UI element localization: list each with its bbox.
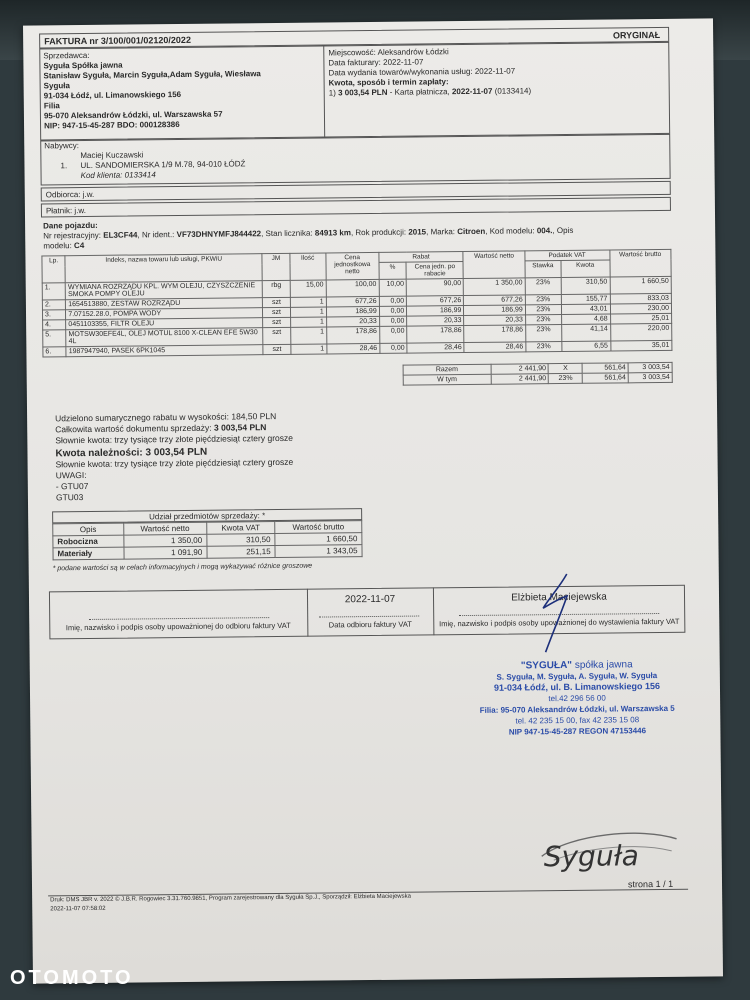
col-discount: Rabat (379, 252, 464, 263)
cell-name: WYMIANA ROZRZĄDU KPL. WYM OLEJU, CZYSZCZENIE SMOKA POMPY OLEJU (65, 281, 262, 300)
cell-unit-price: 677,26 (326, 296, 379, 307)
cell-disc-price: 677,26 (407, 296, 464, 307)
vehicle-label: Dane pojazdu: (43, 220, 98, 231)
cell-vat: 4,68 (561, 314, 610, 325)
buyer-name: Maciej Kuczawski (80, 150, 144, 161)
share-table (52, 520, 362, 560)
share-materials-label: Materiały (53, 547, 124, 560)
cell-disc-pct: 10,00 (379, 279, 407, 296)
reg-number: EL3CF44 (103, 230, 138, 240)
col-unit-price: Cena jednostkowa netto (326, 252, 379, 280)
cell-rate: 23% (525, 305, 561, 315)
branch-address: 95-070 Aleksandrów Łódzki, ul. Warszawska 57 (43, 109, 223, 121)
cell-net: 178,86 (464, 325, 526, 343)
original-label: ORYGINAŁ (612, 29, 661, 41)
cell-rate: 23% (525, 295, 561, 305)
share-labor-vat: 310,50 (207, 534, 276, 547)
cell-rate: 23% (525, 315, 561, 325)
stamp-branch-phone: tel. 42 235 15 00, fax 42 235 15 08 (515, 715, 640, 726)
meta-section (328, 46, 531, 98)
amount-due-in-words: Słownie kwota: trzy tysiące trzy złote pięćdziesiąt cztery grosze (55, 456, 294, 470)
share-col-net: Wartość netto (123, 522, 206, 535)
seller-section (43, 49, 261, 131)
cell-disc-price: 186,99 (407, 306, 464, 317)
total-net: 2 441,90 (491, 364, 549, 375)
make-label: , Marka: (426, 227, 456, 237)
cell-rate: 23% (525, 325, 561, 342)
stamp-partners: S. Syguła, M. Syguła, A. Syguła, W. Syguła (496, 671, 658, 682)
cell-lp: 5. (43, 330, 66, 347)
share-labor-gross: 1 660,50 (275, 533, 362, 546)
remarks-label: UWAGI: (55, 469, 87, 481)
total-label: Razem (403, 364, 491, 375)
seller-partners-cont: Syguła (43, 81, 70, 91)
cell-qty: 1 (290, 327, 326, 344)
cell-unit: szt (263, 327, 291, 344)
of-which-row (403, 372, 672, 385)
invoice-document (23, 18, 723, 983)
cell-net: 677,26 (464, 295, 526, 306)
payment-method: - Karta płatnicza, (389, 87, 450, 97)
total-rate: X (548, 363, 582, 373)
branch-label: Filia (43, 101, 60, 111)
share-labor-label: Robocizna (53, 535, 124, 548)
cell-unit: szt (263, 307, 291, 317)
cell-net: 20,33 (464, 315, 526, 326)
discount-summary: Udzielono sumarycznego rabatu w wysokości: 184,50 PLN (55, 411, 277, 424)
company-stamp (462, 659, 693, 738)
cell-disc-pct: 0,00 (380, 343, 408, 353)
issue-date: Data fakturary: 2022-11-07 (328, 57, 424, 68)
receiver-signature-label: Imię, nazwisko i podpis osoby upoważnionej do odbioru faktury VAT (65, 620, 291, 633)
share-labor-net: 1 350,00 (124, 534, 207, 547)
cell-unit-price: 28,46 (327, 343, 380, 354)
col-disc-price: Cena jedn. po rabacie (406, 262, 463, 280)
issuer-name: Elżbieta Maciejewska (511, 591, 607, 604)
col-disc-pct: % (379, 262, 407, 279)
cell-qty: 1 (290, 307, 326, 317)
cell-qty: 1 (291, 344, 327, 354)
stamp-branch: Filia: 95-070 Aleksandrów Łódzki, ul. Warszawska 5 (479, 703, 675, 715)
col-vat-amount: Kwota (561, 260, 610, 278)
payment-label: Kwota, sposób i termin zapłaty: (328, 77, 449, 88)
col-vat: Podatek VAT (525, 250, 610, 261)
cell-disc-price: 20,33 (407, 316, 464, 327)
cell-unit: szt (263, 317, 291, 327)
model-label: modelu: (43, 241, 72, 251)
cell-disc-pct: 0,00 (379, 316, 407, 326)
model: C4 (73, 241, 85, 251)
col-qty: Ilość (290, 253, 326, 280)
payment-ref: (0133414) (494, 86, 532, 96)
buyer-details (80, 149, 245, 181)
cell-unit-price: 100,00 (326, 279, 379, 297)
stamp-phone: tel.42 296 56 00 (548, 693, 606, 704)
mileage-label: , Stan licznika: (261, 228, 313, 239)
client-code: Kod klienta: 0133414 (80, 170, 156, 181)
cell-name: 0451103355, FILTR OLEJU (66, 318, 263, 330)
of-which-vat: 561,64 (582, 373, 628, 383)
stamp-address: 91-034 Łódź, ul. B. Limanowskiego 156 (493, 681, 661, 693)
seller-ids: NIP: 947-15-45-287 BDO: 000128386 (44, 120, 180, 131)
receipt-date-label: Data odbioru faktury VAT (328, 619, 412, 630)
col-lp: Lp. (42, 256, 66, 283)
share-materials-net: 1 091,90 (124, 546, 207, 559)
total-gross: 3 003,54 (628, 362, 672, 372)
seller-name: Syguła Spółka jawna (43, 60, 123, 71)
seller-partners: Stanisław Syguła, Marcin Syguła,Adam Syguła, Wiesława (43, 69, 261, 81)
reg-label: Nr rejestracyjny: (43, 230, 102, 241)
amount-due-value: 3 003,54 PLN (145, 446, 208, 459)
logo-text: Syguła (543, 839, 639, 874)
cell-vat: 41,14 (561, 324, 610, 342)
share-col-vat: Kwota VAT (206, 522, 275, 535)
cell-vat: 155,77 (561, 294, 610, 305)
otomoto-watermark: OTOMOTO (10, 967, 134, 989)
amount-due-label: Kwota należności: (55, 447, 143, 460)
payment-amount: 3 003,54 PLN (338, 87, 388, 98)
buyer-label: Nabywcy: (44, 141, 79, 151)
cell-rate: 23% (526, 342, 562, 352)
items-table (41, 249, 672, 358)
cell-disc-price: 28,46 (407, 343, 464, 354)
payer: Płatnik: j.w. (45, 205, 87, 216)
cell-gross: 25,01 (610, 313, 672, 324)
of-which-gross: 3 003,54 (628, 372, 672, 382)
payment-line (329, 86, 532, 98)
code-label: , Kod modelu: (485, 226, 535, 236)
share-row-materials (53, 545, 362, 560)
cell-gross: 35,01 (610, 340, 672, 351)
desc-label: , Opis (552, 225, 574, 236)
cell-name: 7.07152.28.0, POMPA WODY (66, 308, 263, 320)
document-total-value: 3 003,54 PLN (213, 422, 267, 433)
recipient: Odbiorca: j.w. (45, 189, 95, 200)
mileage: 84913 km (314, 228, 351, 238)
cell-lp: 4. (43, 320, 66, 330)
issuer-signature-label: Imię, nazwisko i podpis osoby upoważnionej do wystawienia faktury VAT (439, 616, 680, 629)
cell-name: 1987947940, PASEK 6PK1045 (66, 345, 263, 357)
share-col-gross: Wartość brutto (275, 521, 362, 534)
col-unit: JM (262, 253, 290, 280)
stamp-company-type: spółka jawna (571, 659, 633, 671)
year-label: , Rok produkcji: (350, 227, 407, 238)
seller-address: 91-034 Łódź, ul. Limanowskiego 156 (43, 89, 182, 101)
cell-lp: 3. (42, 310, 65, 320)
cell-unit-price: 186,99 (326, 306, 379, 317)
cell-name: 1654513880, ZESTAW ROZRZĄDU (66, 298, 263, 310)
cell-net: 186,99 (464, 305, 526, 316)
of-which-rate: 23% (549, 373, 583, 383)
stamp-company: "SYGUŁA" (520, 659, 573, 672)
invoice-title: FAKTURA nr 3/100/001/02120/2022 (44, 34, 191, 47)
place: Miejscowość: Aleksandrów Łódzki (328, 47, 449, 58)
cell-lp: 1. (42, 283, 65, 300)
cell-vat: 6,55 (562, 341, 611, 352)
payment-prefix: 1) (328, 88, 336, 98)
cell-disc-pct: 0,00 (379, 326, 407, 343)
handwritten-signature-icon (519, 568, 600, 659)
cell-unit-price: 20,33 (326, 316, 379, 327)
amount-in-words: Słownie kwota: trzy tysiące trzy złote pięćdziesiąt cztery grosze (55, 432, 294, 446)
summary-section (55, 411, 294, 503)
cell-net: 28,46 (464, 342, 526, 353)
col-gross: Wartość brutto (609, 249, 671, 277)
col-name: Indeks, nazwa towaru lub usługi, PKWiU (65, 254, 262, 283)
cell-disc-price: 90,00 (406, 279, 463, 297)
vehicle-section (43, 215, 673, 252)
cell-unit: szt (263, 344, 291, 354)
production-year: 2015 (408, 227, 427, 237)
share-title: Udział przedmiotów sprzedaży: * (149, 511, 266, 522)
stamp-tax-ids: NIP 947-15-45-287 REGON 47153446 (508, 726, 647, 737)
cell-qty: 15,00 (290, 280, 326, 297)
remark-gtu07: - GTU07 (55, 480, 89, 492)
cell-gross: 833,03 (610, 293, 672, 304)
cell-qty: 1 (290, 297, 326, 307)
share-note: * podane wartości są w celach informacyjnych i mogą wykazywać różnice groszowe (52, 562, 313, 573)
cell-vat: 43,01 (561, 304, 610, 315)
cell-rate: 23% (525, 278, 561, 295)
seller-label: Sprzedawca: (43, 50, 90, 61)
totals-table (403, 362, 673, 386)
col-vat-rate: Stawka (525, 261, 561, 278)
cell-vat: 310,50 (561, 277, 610, 295)
cell-lp: 6. (43, 347, 66, 357)
cell-disc-pct: 0,00 (379, 296, 407, 306)
cell-net: 1 350,00 (464, 278, 526, 296)
remark-gtu03: GTU03 (55, 492, 84, 503)
cell-gross: 1 660,50 (610, 276, 672, 294)
share-col-desc: Opis (53, 523, 124, 536)
receipt-date-value: 2022-11-07 (344, 593, 396, 606)
footer-timestamp: 2022-11-07 07:58:02 (50, 905, 106, 913)
cell-gross: 220,00 (610, 323, 672, 341)
cell-lp: 2. (42, 300, 65, 310)
make: Citroen (457, 226, 486, 237)
col-net: Wartość netto (463, 251, 525, 279)
cell-disc-pct: 0,00 (379, 306, 407, 316)
total-vat: 561,64 (582, 363, 628, 373)
vin: VF73DHNYMFJ844422 (176, 229, 262, 240)
buyer-number: 1. (60, 161, 68, 171)
cell-unit: rbg (262, 280, 290, 297)
page-number: strona 1 / 1 (627, 878, 674, 890)
of-which-net: 2 441,90 (491, 374, 549, 385)
cell-qty: 1 (290, 317, 326, 327)
share-materials-gross: 1 343,05 (275, 545, 362, 558)
model-code: 004. (536, 226, 553, 236)
cell-gross: 230,00 (610, 303, 672, 314)
share-materials-vat: 251,15 (207, 546, 276, 559)
of-which-label: W tym (403, 374, 491, 385)
payment-date: 2022-11-07 (451, 86, 493, 97)
cell-name: MOTSW30EFE4L, OLEJ MOTUL 8100 X-CLEAN EFE 5W30 4L (66, 328, 263, 347)
cell-disc-price: 178,86 (407, 326, 464, 344)
cell-unit: szt (263, 297, 291, 307)
vin-label: , Nr ident.: (137, 230, 175, 240)
buyer-address: UL. SANDOMIERSKA 1/9 M.78, 94-010 ŁÓDŹ (80, 159, 246, 171)
cell-unit-price: 178,86 (326, 326, 379, 344)
delivery-date: Data wydania towarów/wykonania usług: 2022-11-07 (328, 66, 516, 78)
footer-software: Druk: DMS JBR v. 2022 © J.B.R. Rogowiec 3.31.760.9851, Program zarejestrowany dla Syguła Sp.J., Sporządził: Elżbieta Maciejewska (50, 893, 411, 904)
document-total-label: Całkowita wartość dokumentu sprzedaży: (55, 422, 212, 435)
